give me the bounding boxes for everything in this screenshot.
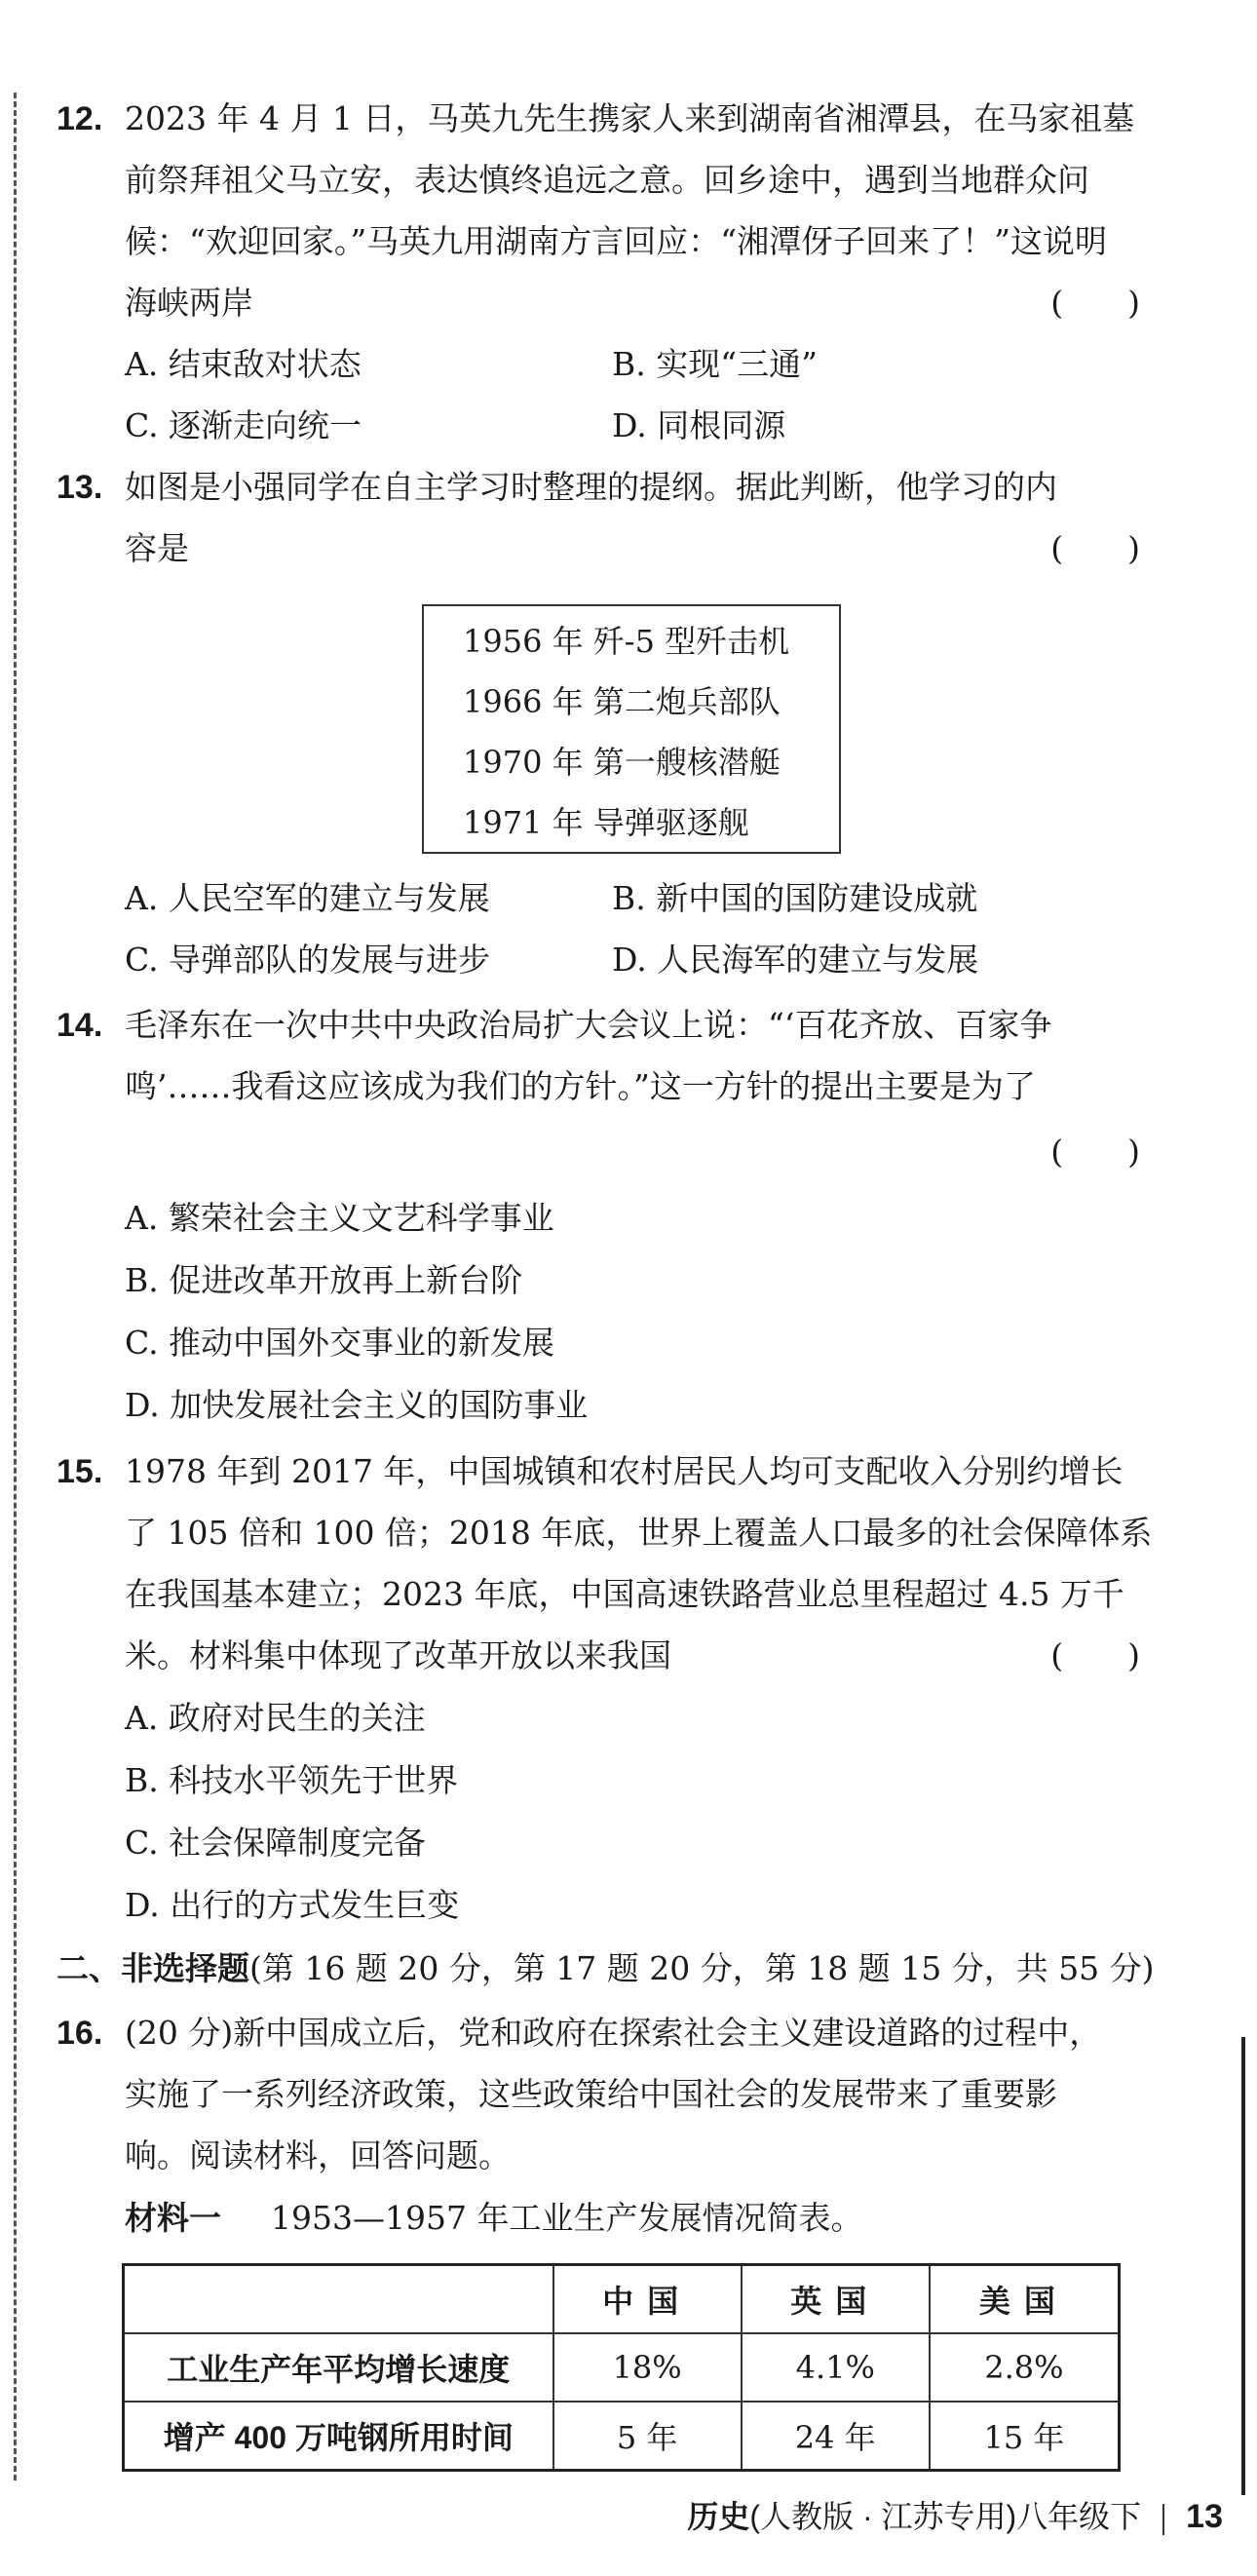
- question-text-line: 鸣’……我看这应该成为我们的方针。”这一方针的提出主要是为了: [125, 1067, 1036, 1105]
- option-d: D. 出行的方式发生巨变: [125, 1886, 460, 1924]
- page-number: 13: [1186, 2498, 1223, 2535]
- outline-item: 1971 年 导弹驱逐舰: [463, 804, 749, 841]
- section-heading: [57, 1947, 1155, 1990]
- question-text-line: 容是: [125, 529, 189, 567]
- footer-subject: 历史: [687, 2499, 750, 2534]
- question-number: 15.: [57, 1453, 103, 1490]
- option-d: D. 同根同源: [612, 406, 786, 444]
- table-header-cell: [124, 2265, 553, 2334]
- question-text-line: 候：“欢迎回家。”马英九用湖南方言回应：“湘潭伢子回来了！”这说明: [125, 222, 1107, 260]
- question-text-line: 了 105 倍和 100 倍；2018 年底，世界上覆盖人口最多的社会保障体系: [125, 1514, 1153, 1552]
- section-title: 二、非选择题: [57, 1950, 249, 1986]
- industry-comparison-table: [122, 2263, 1121, 2472]
- material-caption: [125, 2197, 862, 2240]
- footer-edition: (人教版 · 江苏专用)八年级下: [749, 2499, 1142, 2534]
- question-text-line: 实施了一系列经济政策，这些政策给中国社会的发展带来了重要影: [125, 2075, 1057, 2113]
- option-b: B. 促进改革开放再上新台阶: [125, 1261, 523, 1299]
- option-c: C. 导弹部队的发展与进步: [125, 941, 491, 979]
- material-label: 材料一: [125, 2200, 221, 2236]
- option-b: B. 科技水平领先于世界: [125, 1761, 459, 1799]
- question-text-line: 2023 年 4 月 1 日，马英九先生携家人来到湖南省湘潭县，在马家祖墓: [125, 99, 1135, 137]
- question-text-line: 如图是小强同学在自主学习时整理的提纲。据此判断，他学习的内: [125, 468, 1057, 506]
- option-c: C. 逐渐走向统一: [125, 406, 362, 444]
- table-row-label: 工业生产年平均增长速度: [124, 2333, 553, 2402]
- option-c: C. 社会保障制度完备: [125, 1824, 427, 1862]
- answer-blank: ( ): [1050, 529, 1140, 567]
- table-cell: 2.8%: [930, 2333, 1120, 2402]
- answer-blank: ( ): [1050, 284, 1140, 322]
- answer-blank: ( ): [1050, 1133, 1140, 1171]
- table-cell: 5 年: [553, 2402, 742, 2471]
- outline-item: 1966 年 第二炮兵部队: [463, 683, 781, 720]
- page-edge-bar: [1241, 2037, 1245, 2495]
- option-c: C. 推动中国外交事业的新发展: [125, 1324, 555, 1362]
- material-text: 1953—1957 年工业生产发展情况简表。: [271, 2199, 863, 2237]
- option-d: D. 人民海军的建立与发展: [612, 941, 979, 979]
- question-text-line: 海峡两岸: [125, 284, 253, 322]
- option-a: A. 繁荣社会主义文艺科学事业: [125, 1199, 554, 1237]
- question-text-line: 1978 年到 2017 年，中国城镇和农村居民人均可支配收入分别约增长: [125, 1452, 1124, 1490]
- table-header-cell: 英国: [742, 2265, 930, 2334]
- option-a: A. 政府对民生的关注: [125, 1699, 426, 1737]
- question-number: 13.: [57, 469, 103, 506]
- option-d: D. 加快发展社会主义的国防事业: [125, 1386, 589, 1424]
- outline-item: 1956 年 歼-5 型歼击机: [463, 623, 790, 660]
- study-outline-box: [422, 604, 841, 854]
- option-b: B. 实现“三通”: [612, 345, 818, 383]
- section-score-note: (第 16 题 20 分，第 17 题 20 分，第 18 题 15 分，共 55 分): [249, 1949, 1155, 1987]
- binding-margin-line: [14, 93, 17, 2480]
- table-row: [124, 2333, 1120, 2402]
- table-header-row: [124, 2265, 1120, 2334]
- question-number: 16.: [57, 2015, 103, 2052]
- table-cell: 18%: [553, 2333, 742, 2402]
- table-row-label: 增产 400 万吨钢所用时间: [124, 2402, 553, 2471]
- page-footer: [687, 2495, 1223, 2538]
- option-a: A. 结束敌对状态: [125, 345, 362, 383]
- table-cell: 24 年: [742, 2402, 930, 2471]
- table-header-cell: 美国: [930, 2265, 1120, 2334]
- question-text-line: 在我国基本建立；2023 年底，中国高速铁路营业总里程超过 4.5 万千: [125, 1575, 1124, 1613]
- table-header-cell: 中国: [553, 2265, 742, 2334]
- footer-separator: [1162, 2504, 1164, 2535]
- question-number: 14.: [57, 1007, 103, 1044]
- option-b: B. 新中国的国防建设成就: [612, 879, 978, 917]
- question-number: 12.: [57, 100, 103, 137]
- table-cell: 4.1%: [742, 2333, 930, 2402]
- outline-item: 1970 年 第一艘核潜艇: [463, 744, 781, 781]
- option-a: A. 人民空军的建立与发展: [125, 879, 490, 917]
- question-text-line: 前祭拜祖父马立安，表达慎终追远之意。回乡途中，遇到当地群众问: [125, 161, 1089, 199]
- question-text-line: 响。阅读材料，回答问题。: [125, 2136, 511, 2174]
- question-text-line: 米。材料集中体现了改革开放以来我国: [125, 1636, 671, 1674]
- table-cell: 15 年: [930, 2402, 1120, 2471]
- table-row: [124, 2402, 1120, 2471]
- question-text-line: (20 分)新中国成立后，党和政府在探索社会主义建设道路的过程中，: [125, 2014, 1102, 2052]
- question-text-line: 毛泽东在一次中共中央政治局扩大会议上说：“‘百花齐放、百家争: [125, 1006, 1052, 1044]
- answer-blank: ( ): [1050, 1636, 1140, 1674]
